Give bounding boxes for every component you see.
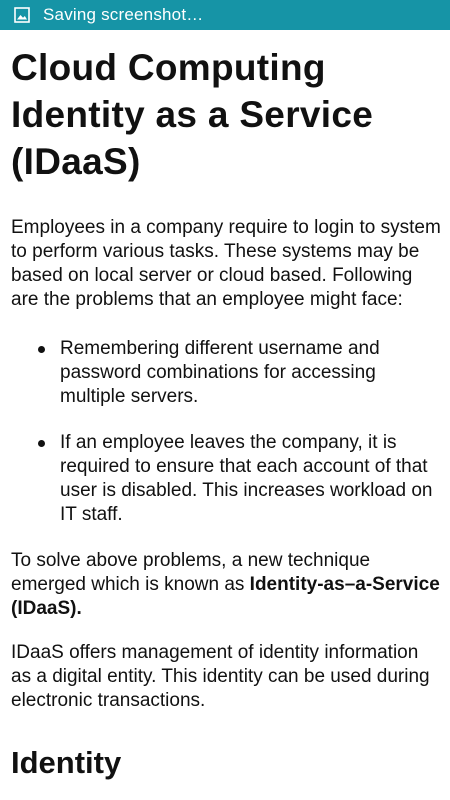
article-content <box>11 30 441 782</box>
list-item-text: If an employee leaves the company, it is required to ensure that each account of that user is disabled. This increases workload on IT staff. <box>60 432 433 525</box>
intro-paragraph: Employees in a company require to login to system to perform various tasks. These systems may be based on local server or cloud based. Following are the problems that an employee might face: <box>11 217 441 310</box>
solution-paragraph <box>11 549 441 621</box>
bullet-icon <box>38 346 45 353</box>
status-bar <box>0 0 450 30</box>
section-heading: Identity <box>11 745 122 780</box>
idaas-term: Identity-as–a-Service (IDaaS). <box>11 574 440 619</box>
list-item <box>11 337 441 409</box>
idaas-description: IDaaS offers management of identity information as a digital entity. This identity can be used during electronic transactions. <box>11 642 430 711</box>
list-item-text: Remembering different username and password combinations for accessing multiple servers. <box>60 338 380 407</box>
problem-list <box>11 337 441 527</box>
page-title: Cloud Computing Identity as a Service (IDaaS) <box>11 47 374 182</box>
image-icon <box>14 7 30 23</box>
bullet-icon <box>38 440 45 447</box>
status-text: Saving screenshot… <box>43 5 204 24</box>
solution-text: To solve above problems, a new technique emerged which is known as <box>11 550 371 595</box>
list-item <box>11 431 441 527</box>
